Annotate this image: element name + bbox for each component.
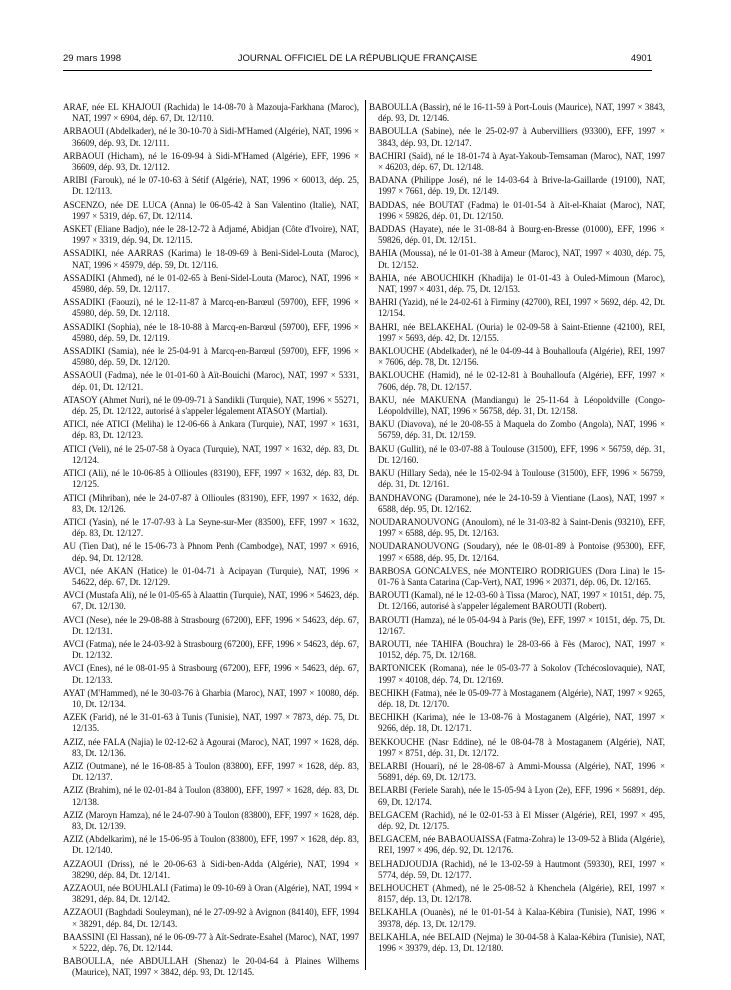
naturalization-entry: BELKAHLA, née BELAID (Nejma) le 30-04-58 à Kalaa-Kébira (Tunisie), NAT, 1996 × 39379, dép. 13, Dt. 12/180.: [369, 931, 665, 954]
naturalization-entry: AZEK (Farid), né le 31-01-63 à Tunis (Tunisie), NAT, 1997 × 7873, dép. 75, Dt. 12/135.: [63, 712, 359, 734]
naturalization-entry: AZZAOUI, née BOUHLALI (Fatima) le 09-10-69 à Oran (Algérie), NAT, 1994 × 38291, dép. 84, Dt. 12/142.: [63, 883, 359, 905]
naturalization-entry: BAKLOUCHE (Hamid), né le 02-12-81 à Bouhalloufa (Algérie), EFF, 1997 × 7606, dép. 78, Dt. 12/157.: [369, 370, 665, 392]
naturalization-entry: AVCI (Fatma), née le 24-03-92 à Strasbourg (67200), EFF, 1996 × 54623, dép. 67, Dt. 12/132.: [63, 638, 359, 661]
naturalization-entry: AZIZ (Brahim), né le 02-01-84 à Toulon (83800), EFF, 1997 × 1628, dép. 83, Dt. 12/138.: [63, 785, 359, 807]
naturalization-entry: ATICI (Veli), né le 25-07-58 à Oyaca (Turquie), NAT, 1997 × 1632, dép. 83, Dt. 12/124.: [63, 443, 359, 465]
naturalization-entry: BAHIA, née ABOUCHIKH (Khadija) le 01-01-43 à Ouled-Mimoun (Maroc), NAT, 1997 × 4031, dép. 75, Dt. 12/153.: [369, 272, 665, 295]
naturalization-entry: BANDHAVONG (Daramone), née le 24-10-59 à Vientiane (Laos), NAT, 1997 × 6588, dép. 95, Dt. 12/162.: [369, 492, 665, 514]
naturalization-entry: BECHIKH (Fatma), née le 05-09-77 à Mostaganem (Algérie), NAT, 1997 × 9265, dép. 18, Dt. 12/170.: [369, 687, 665, 709]
naturalization-entry: BADDAS (Hayate), née le 31-08-84 à Bourg-en-Bresse (01000), EFF, 1996 × 59826, dép. 01, Dt. 12/151.: [369, 224, 665, 246]
header-date: 29 mars 1998: [63, 53, 122, 64]
naturalization-entry: NOUDARANOUVONG (Soudary), née le 08-01-89 à Pontoise (95300), EFF, 1997 × 6588, dép. 95, Dt. 12/164.: [369, 541, 665, 563]
naturalization-entry: ASKET (Eliane Badjo), née le 28-12-72 à Adjamé, Abidjan (Côte d'Ivoire), NAT, 1997 × 3319, dép. 94, Dt. 12/115.: [63, 224, 359, 246]
naturalization-entry: BABOULLA (Sabine), née le 25-02-97 à Aubervilliers (93300), EFF, 1997 × 3843, dép. 93, Dt. 12/147.: [369, 126, 665, 148]
naturalization-entry: BAKU (Hillary Seda), née le 15-02-94 à Toulouse (31500), EFF, 1996 × 56759, dép. 31, Dt. 12/161.: [369, 468, 665, 490]
naturalization-entry: ASSADIKI (Sophia), née le 18-10-88 à Marcq-en-Barœul (59700), EFF, 1996 × 45980, dép. 59, Dt. 12/119.: [63, 321, 359, 343]
naturalization-entry: BAHRI (Yazid), né le 24-02-61 à Firminy (42700), REI, 1997 × 5692, dép. 42, Dt. 12/154.: [369, 297, 665, 319]
naturalization-entry: BELHOUCHET (Ahmed), né le 25-08-52 à Khenchela (Algérie), REI, 1997 × 8157, dép. 13, Dt. 12/178.: [369, 883, 665, 905]
naturalization-entry: AZZAOUI (Baghdadi Souleyman), né le 27-09-92 à Avignon (84140), EFF, 1994 × 38291, dép. 84, Dt. 12/143.: [63, 907, 359, 929]
naturalization-entry: BACHIRI (Saïd), né le 18-01-74 à Ayat-Yakoub-Temsaman (Maroc), NAT, 1997 × 46203, dép. 67, Dt. 12/148.: [369, 150, 665, 173]
naturalization-entry: AVCI (Mustafa Ali), né le 01-05-65 à Alaattin (Turquie), NAT, 1996 × 54623, dép. 67, Dt. 12/130.: [63, 590, 359, 612]
naturalization-entry: BELGACEM, née BABAOUAISSA (Fatma-Zohra) le 13-09-52 à Blida (Algérie), REI, 1997 × 496, dép. 92, Dt. 12/176.: [369, 834, 665, 856]
page-header: [63, 53, 652, 67]
naturalization-entry: ASSADIKI, née AARRAS (Karima) le 18-09-69 à Beni-Sidel-Louta (Maroc), NAT, 1996 × 45979, dép. 59, Dt. 12/116.: [63, 248, 359, 270]
naturalization-entry: BELKAHLA (Ouanès), né le 01-01-54 à Kalaa-Kébira (Tunisie), NAT, 1996 × 39378, dép. 13, Dt. 12/179.: [369, 907, 665, 929]
naturalization-entry: BAKLOUCHE (Abdelkader), né le 04-09-44 à Bouhalloufa (Algérie), REI, 1997 × 7606, dép. 78, Dt. 12/156.: [369, 346, 665, 368]
naturalization-entry: AVCI, née AKAN (Hatice) le 01-04-71 à Acipayan (Turquie), NAT, 1996 × 54622, dép. 67, Dt. 12/129.: [63, 565, 359, 587]
naturalization-entry: BADDAS, née BOUTAT (Fadma) le 01-01-54 à Aït-el-Khaiat (Maroc), NAT, 1996 × 59826, dép. 01, Dt. 12/150.: [369, 199, 665, 221]
naturalization-entry: ARIBI (Farouk), né le 07-10-63 à Sétif (Algérie), NAT, 1996 × 60013, dép. 25, Dt. 12/113.: [63, 175, 359, 197]
naturalization-entry: ARBAOUI (Abdelkader), né le 30-10-70 à Sidi-M'Hamed (Algérie), NAT, 1996 × 36609, dép. 93, Dt. 12/111.: [63, 126, 359, 148]
naturalization-entry: AZIZ (Abdelkarim), né le 15-06-95 à Toulon (83800), EFF, 1997 × 1628, dép. 83, Dt. 12/140.: [63, 834, 359, 856]
naturalization-entry: ATICI (Yasin), né le 17-07-93 à La Seyne-sur-Mer (83500), EFF, 1997 × 1632, dép. 83, Dt. 12/127.: [63, 516, 359, 539]
naturalization-entry: BAROUTI (Hamza), né le 05-04-94 à Paris (9e), EFF, 1997 × 10151, dép. 75, Dt. 12/167.: [369, 614, 665, 636]
naturalization-entry: BEKKOUCHE (Nasr Eddine), né le 08-04-78 à Mostaganem (Algérie), NAT, 1997 × 8751, dép. 31, Dt. 12/172.: [369, 736, 665, 758]
naturalization-entry: BECHIKH (Karima), née le 13-08-76 à Mostaganem (Algérie), NAT, 1997 × 9266, dép. 18, Dt. 12/171.: [369, 712, 665, 734]
naturalization-entry: BELARBI (Houari), né le 28-08-67 à Ammi-Moussa (Algérie), NAT, 1996 × 56891, dép. 69, Dt. 12/173.: [369, 760, 665, 783]
naturalization-entry: ARAF, née EL KHAJOUI (Rachida) le 14-08-70 à Mazouja-Farkhana (Maroc), NAT, 1997 × 6904, dép. 67, Dt. 12/110.: [63, 102, 359, 124]
header-rule: [63, 70, 652, 71]
naturalization-entry: BELHADJOUDJA (Rachid), né le 13-02-59 à Hautmont (59330), REI, 1997 × 5774, dép. 59, Dt. 12/177.: [369, 858, 665, 880]
naturalization-entry: AU (Tien Dat), né le 15-06-73 à Phnom Penh (Cambodge), NAT, 1997 × 6916, dép. 94, Dt. 12/128.: [63, 541, 359, 563]
naturalization-entry: BAKU, née MAKUENA (Mandiangu) le 25-11-64 à Léopoldville (Congo-Léopoldville), NAT, 1996 × 56758, dép. 31, Dt. 12/158.: [369, 394, 665, 417]
naturalization-entry: BAKU (Gullit), né le 03-07-88 à Toulouse (31500), EFF, 1996 × 56759, dép. 31, Dt. 12/160.: [369, 443, 665, 465]
naturalization-entry: ASSAOUI (Fadma), née le 01-01-60 à Aït-Bouichi (Maroc), NAT, 1997 × 5331, dép. 01, Dt. 12/121.: [63, 370, 359, 392]
right-column: [369, 102, 665, 956]
naturalization-entry: AZIZ (Maroyn Hamza), né le 24-07-90 à Toulon (83800), EFF, 1997 × 1628, dép. 83, Dt. 12/139.: [63, 809, 359, 831]
naturalization-entry: ATICI (Ali), né le 10-06-85 à Ollioules (83190), EFF, 1997 × 1632, dép. 83, Dt. 12/125.: [63, 468, 359, 490]
naturalization-entry: AVCI (Nese), née le 29-08-88 à Strasbourg (67200), EFF, 1996 × 54623, dép. 67, Dt. 12/131.: [63, 614, 359, 636]
naturalization-entry: BAHIA (Moussa), né le 01-01-38 à Ameur (Maroc), NAT, 1997 × 4030, dép. 75, Dt. 12/152.: [369, 248, 665, 270]
header-page-number: 4901: [630, 53, 652, 64]
naturalization-entry: NOUDARANOUVONG (Anoulom), né le 31-03-82 à Saint-Denis (93210), EFF, 1997 × 6588, dép. 95, Dt. 12/163.: [369, 516, 665, 539]
naturalization-entry: ASSADIKI (Samia), née le 25-04-91 à Marcq-en-Barœul (59700), EFF, 1996 × 45980, dép. 59, Dt. 12/120.: [63, 346, 359, 368]
naturalization-entry: AZZAOUI (Driss), né le 20-06-63 à Sidi-ben-Adda (Algérie), NAT, 1994 × 38290, dép. 84, Dt. 12/141.: [63, 858, 359, 880]
naturalization-entry: BARBOSA GONCALVES, née MONTEIRO RODRIGUES (Dora Lina) le 15-01-76 à Santa Catarina (Cap-Vert), NAT, 1996 × 20371, dép. 06, Dt. 12/165.: [369, 565, 665, 587]
naturalization-entry: ARBAOUI (Hicham), né le 16-09-94 à Sidi-M'Hamed (Algérie), EFF, 1996 × 36609, dép. 93, Dt. 12/112.: [63, 150, 359, 173]
naturalization-entry: BADANA (Philippe José), né le 14-03-64 à Brive-la-Gaillarde (19100), NAT, 1997 × 7661, dép. 19, Dt. 12/149.: [369, 175, 665, 197]
naturalization-entry: AVCI (Enes), né le 08-01-95 à Strasbourg (67200), EFF, 1996 × 54623, dép. 67, Dt. 12/133.: [63, 663, 359, 685]
naturalization-entry: AYAT (M'Hammed), né le 30-03-76 à Gharbia (Maroc), NAT, 1997 × 10080, dép. 10, Dt. 12/134.: [63, 687, 359, 709]
naturalization-entry: AZIZ, née FALA (Najia) le 02-12-62 à Agourai (Maroc), NAT, 1997 × 1628, dép. 83, Dt. 12/136.: [63, 736, 359, 758]
naturalization-entry: ATICI, née ATICI (Meliha) le 12-06-66 à Ankara (Turquie), NAT, 1997 × 1631, dép. 83, Dt. 12/123.: [63, 419, 359, 441]
naturalization-entry: AZIZ (Outmane), né le 16-08-85 à Toulon (83800), EFF, 1997 × 1628, dép. 83, Dt. 12/137.: [63, 760, 359, 783]
left-column: [63, 102, 359, 981]
naturalization-entry: BAHRI, née BELAKEHAL (Ouria) le 02-09-58 à Saint-Etienne (42100), REI, 1997 × 5693, dép. 42, Dt. 12/155.: [369, 321, 665, 343]
naturalization-entry: BAKU (Diavova), né le 20-08-55 à Maquela do Zombo (Angola), NAT, 1996 × 56759, dép. 31, Dt. 12/159.: [369, 419, 665, 441]
naturalization-entry: BAROUTI, née TAHIFA (Bouchra) le 28-03-66 à Fès (Maroc), NAT, 1997 × 10152, dép. 75, Dt. 12/168.: [369, 638, 665, 661]
header-title: JOURNAL OFFICIEL DE LA RÉPUBLIQUE FRANÇAISE: [237, 53, 478, 64]
naturalization-entry: BARTONICEK (Romana), née le 05-03-77 à Sokolov (Tchécoslovaquie), NAT, 1997 × 40108, dép. 74, Dt. 12/169.: [369, 663, 665, 685]
naturalization-entry: BABOULLA, née ABDULLAH (Shenaz) le 20-04-64 à Plaines Wilhems (Maurice), NAT, 1997 × 3842, dép. 93, Dt. 12/145.: [63, 956, 359, 978]
naturalization-entry: ASCENZO, née DE LUCA (Anna) le 06-05-42 à San Valentino (Italie), NAT, 1997 × 5319, dép. 67, Dt. 12/114.: [63, 199, 359, 221]
naturalization-entry: ATICI (Mihriban), née le 24-07-87 à Ollioules (83190), EFF, 1997 × 1632, dép. 83, Dt. 12/126.: [63, 492, 359, 514]
naturalization-entry: BELGACEM (Rachid), né le 02-01-53 à El Misser (Algérie), REI, 1997 × 495, dép. 92, Dt. 12/175.: [369, 809, 665, 831]
naturalization-entry: ASSADIKI (Ahmed), né le 01-02-65 à Beni-Sidel-Louta (Maroc), NAT, 1996 × 45980, dép. 59, Dt. 12/117.: [63, 272, 359, 295]
naturalization-entry: BAROUTI (Kamal), né le 12-03-60 à Tissa (Maroc), NAT, 1997 × 10151, dép. 75, Dt. 12/166, autorisé à s'appeler légalement BAROUTI (Robert).: [369, 590, 665, 612]
column-divider: [365, 100, 366, 970]
naturalization-entry: ASSADIKI (Faouzi), né le 12-11-87 à Marcq-en-Barœul (59700), EFF, 1996 × 45980, dép. 59, Dt. 12/118.: [63, 297, 359, 319]
naturalization-entry: BABOULLA (Bassir), né le 16-11-59 à Port-Louis (Maurice), NAT, 1997 × 3843, dép. 93, Dt. 12/146.: [369, 102, 665, 124]
naturalization-entry: BAASSINI (El Hassan), né le 06-09-77 à Aït-Sedrate-Esahel (Maroc), NAT, 1997 × 5222, dép. 76, Dt. 12/144.: [63, 931, 359, 954]
naturalization-entry: ATASOY (Ahmet Nuri), né le 09-09-71 à Sandikli (Turquie), NAT, 1996 × 55271, dép. 25, Dt. 12/122, autorisé à s'appeler légalement ATASOY (Martial).: [63, 394, 359, 417]
naturalization-entry: BELARBI (Feriele Sarah), née le 15-05-94 à Lyon (2e), EFF, 1996 × 56891, dép. 69, Dt. 12/174.: [369, 785, 665, 807]
